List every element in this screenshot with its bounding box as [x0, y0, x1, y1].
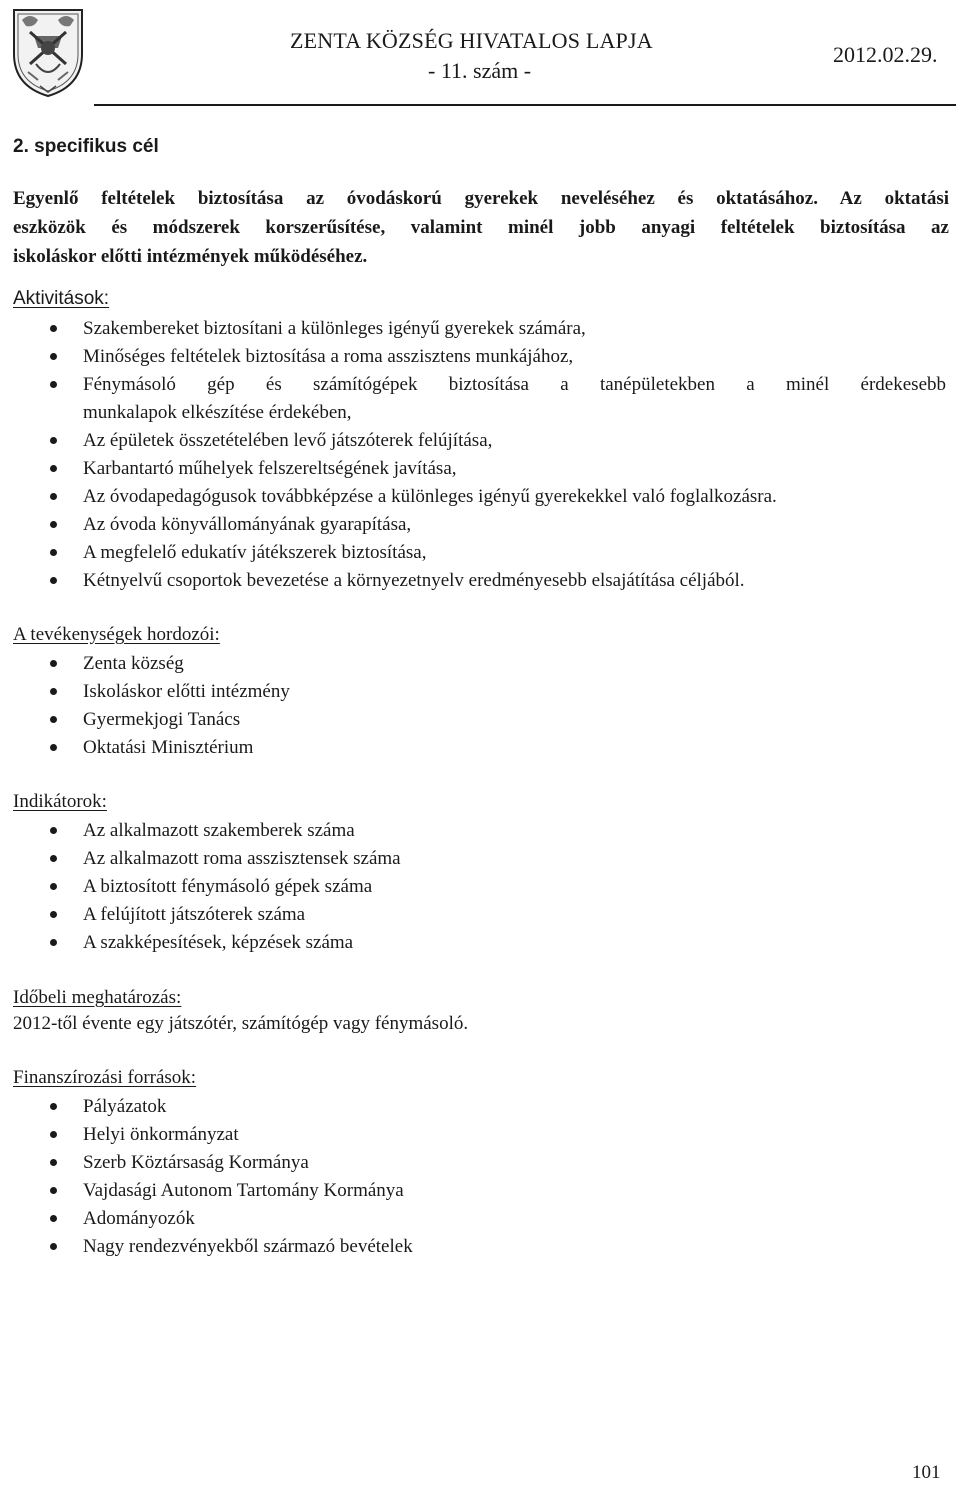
list-item: Gyermekjogi Tanács [0, 706, 960, 734]
publication-title: ZENTA KÖZSÉG HIVATALOS LAPJA [290, 28, 653, 53]
issue-number: - 11. szám - [428, 58, 532, 83]
list-item: Nagy rendezvényekből származó bevételek [0, 1233, 960, 1261]
publication-date: 2012.02.29. [833, 42, 938, 67]
intro-line: iskoláskor előtti intézmények működéséhez. [13, 246, 368, 267]
list-item: Az alkalmazott roma asszisztensek száma [0, 845, 960, 873]
intro-line: eszközök és módszerek korszerűsítése, valamint minél jobb anyagi feltételek biztosítása az [13, 217, 949, 238]
timing-heading: Időbeli meghatározás: [13, 987, 182, 1008]
list-item: Szerb Köztársaság Kormánya [0, 1149, 960, 1177]
list-item: Oktatási Minisztérium [0, 734, 960, 762]
page-number: 101 [912, 1462, 941, 1483]
list-item-line: Fénymásoló gép és számítógépek biztosítása a tanépületekben a minél érdekesebb [83, 374, 946, 395]
list-item: Szakembereket biztosítani a különleges igényű gyerekek számára, [0, 315, 960, 343]
intro-line: Egyenlő feltételek biztosítása az óvodáskorú gyerekek neveléséhez és oktatásához. Az oktatási [13, 188, 949, 209]
activities-list [0, 315, 960, 595]
list-item: A biztosított fénymásoló gépek száma [0, 873, 960, 901]
list-item: Zenta község [0, 650, 960, 678]
funding-heading: Finanszírozási források: [13, 1067, 197, 1088]
list-item: Az alkalmazott szakemberek száma [0, 817, 960, 845]
carriers-heading: A tevékenységek hordozói: [13, 624, 220, 645]
activities-heading: Aktivitások: [13, 288, 110, 309]
indicators-list [0, 817, 960, 957]
list-item: Minőséges feltételek biztosítása a roma asszisztens munkájához, [0, 343, 960, 371]
funding-list [0, 1093, 960, 1261]
list-item: Adományozók [0, 1205, 960, 1233]
timing-text: 2012-től évente egy játszótér, számítógép vagy fénymásoló. [13, 1013, 469, 1034]
list-item: Iskoláskor előtti intézmény [0, 678, 960, 706]
list-item: Az épületek összetételében levő játszóterek felújítása, [0, 427, 960, 455]
list-item: Kétnyelvű csoportok bevezetése a környezetnyelv eredményesebb elsajátítása céljából. [0, 567, 960, 595]
list-item: Az óvodapedagógusok továbbképzése a különleges igényű gyerekekkel való foglalkozásra. [0, 483, 960, 511]
list-item: Pályázatok [0, 1093, 960, 1121]
coat-of-arms-icon [8, 2, 88, 100]
list-item-line: munkalapok elkészítése érdekében, [83, 402, 352, 423]
header-divider [94, 104, 956, 106]
list-item: Vajdasági Autonom Tartomány Kormánya [0, 1177, 960, 1205]
intro-paragraph [13, 184, 949, 271]
page-header [0, 0, 960, 110]
list-item: A felújított játszóterek száma [0, 901, 960, 929]
list-item: Az óvoda könyvállományának gyarapítása, [0, 511, 960, 539]
carriers-list [0, 650, 960, 762]
indicators-heading: Indikátorok: [13, 791, 107, 812]
section-title: 2. specifikus cél [13, 136, 159, 157]
list-item: A szakképesítések, képzések száma [0, 929, 960, 957]
list-item: A megfelelő edukatív játékszerek biztosítása, [0, 539, 960, 567]
list-item: Helyi önkormányzat [0, 1121, 960, 1149]
list-item: Karbantartó műhelyek felszereltségének javítása, [0, 455, 960, 483]
list-item [0, 371, 960, 427]
